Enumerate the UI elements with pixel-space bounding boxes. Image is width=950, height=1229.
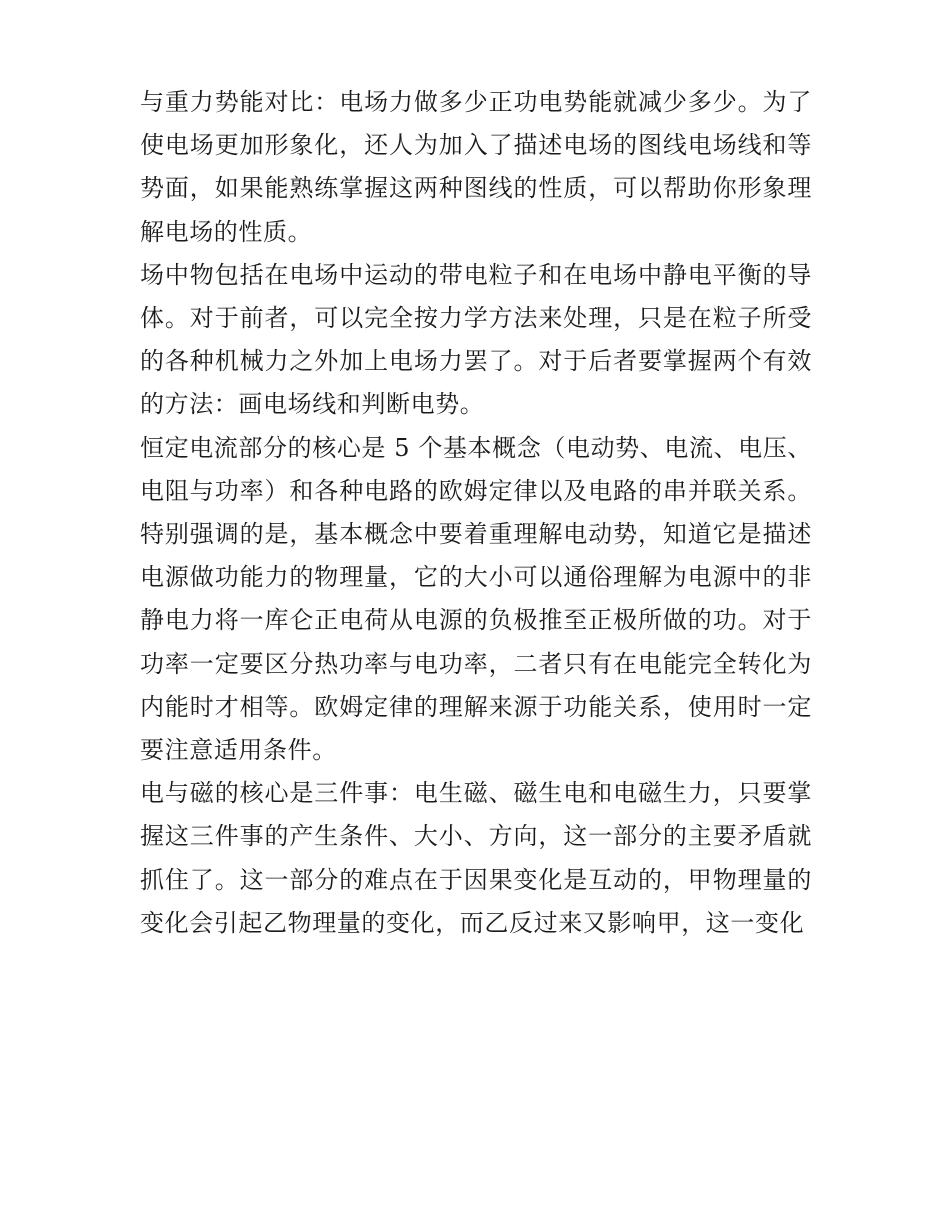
paragraph-potential-energy: 与重力势能对比：电场力做多少正功电势能就减少多少。为了使电场更加形象化，还人为加入了描述电场的图线电场线和等势面，如果能熟练掌握这两种图线的性质，可以帮助你形象理解电场的性质。: [140, 88, 812, 246]
paragraph-electricity-magnetism: 电与磁的核心是三件事：电生磁、磁生电和电磁生力，只要掌握这三件事的产生条件、大小、方向，这一部分的主要矛盾就抓住了。这一部分的难点在于因果变化是互动的，甲物理量的变化会引起乙物理量的变化，而乙反过来又影响甲，这一变化: [140, 779, 812, 937]
paragraph-objects-in-field: 场中物包括在电场中运动的带电粒子和在电场中静电平衡的导体。对于前者，可以完全按力学方法来处理，只是在粒子所受的各种机械力之外加上电场力罢了。对于后者要掌握两个有效的方法：画电场线和判断电势。: [140, 260, 812, 419]
paragraph-steady-current: 恒定电流部分的核心是 5 个基本概念（电动势、电流、电压、电阻与功率）和各种电路的欧姆定律以及电路的串并联关系。特别强调的是，基本概念中要着重理解电动势，知道它是描述电源做功能力的物理量，它的大小可以通俗理解为电源中的非静电力将一库仑正电荷从电源的负极推至正极所做的功。对于功率一定要区分热功率与电功率，二者只有在电能完全转化为内能时才相等。欧姆定律的理解来源于功能关系，使用时一定要注意适用条件。: [140, 433, 812, 765]
document-body: [140, 81, 812, 945]
